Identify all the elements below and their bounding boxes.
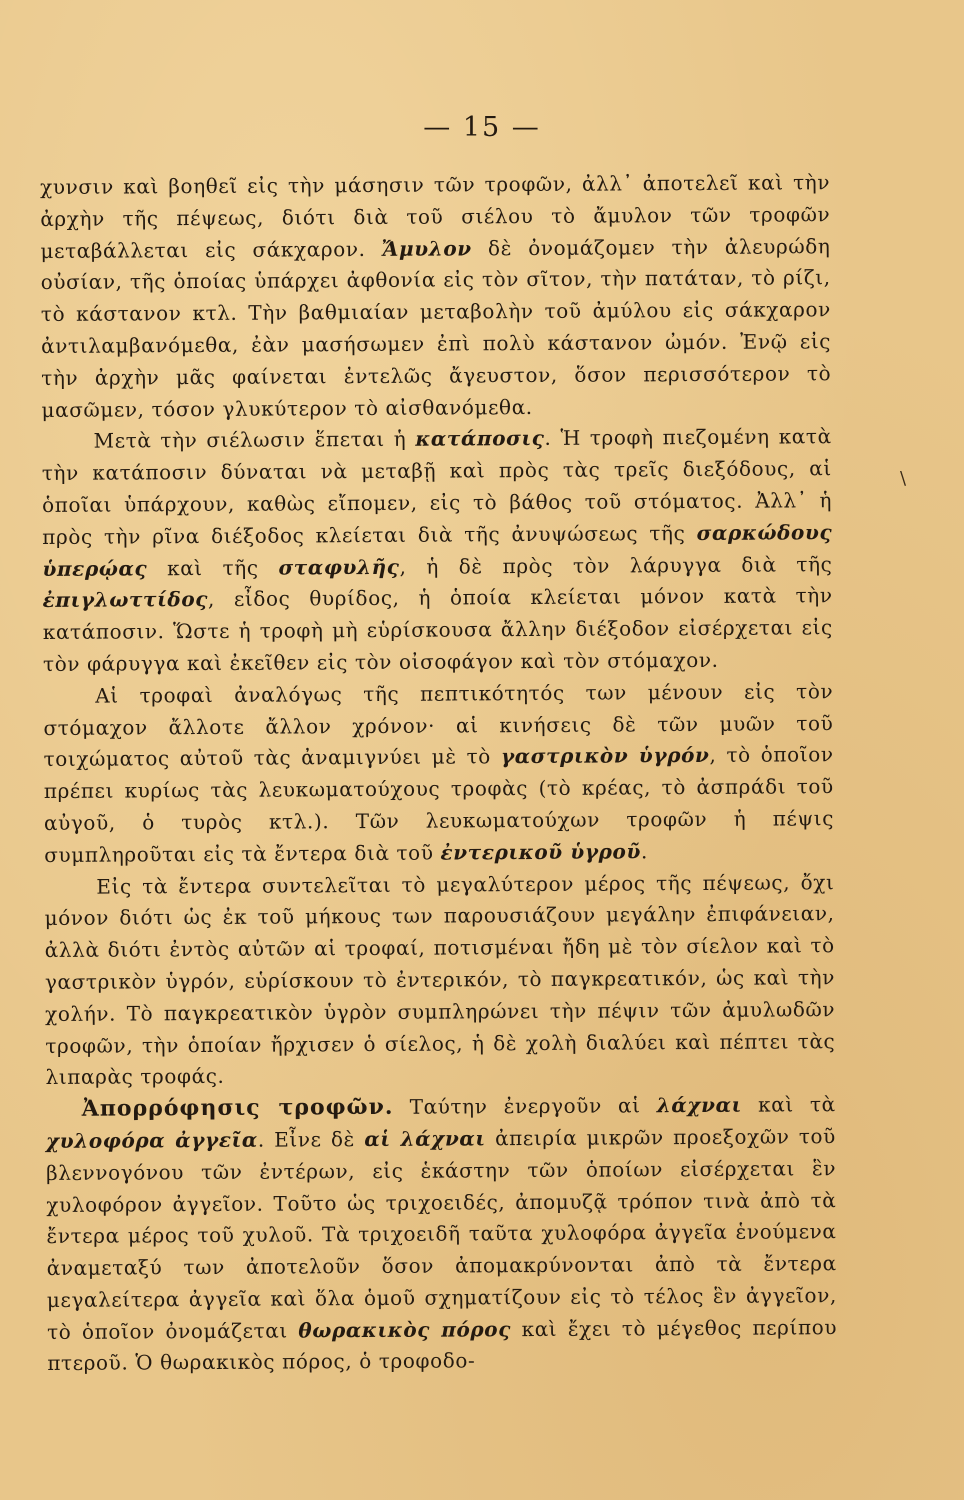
- paragraph-saliva-starch: [40, 167, 832, 426]
- term-soft-palate: σαρκώδους ὑπερῴας: [42, 519, 833, 581]
- term-intestinal-juice: ἐντερικοῦ ὑγροῦ: [440, 839, 641, 865]
- term-villi: λάχναι: [656, 1092, 742, 1118]
- paragraph-text: Μετὰ τὴν σιέλωσιν ἕπεται ἡ: [93, 427, 416, 454]
- term-amylon: Ἄμυλον: [381, 235, 472, 261]
- paragraph-text: δὲ ὀνομάζομεν τὴν ἀλευρώδη οὐσίαν, τῆς ὁποίας ὑπάρχει ἀφθονία εἰς τὸν σῖτον, τὴν πατάταν, τὸ ρίζι, τὸ κάστανον κτλ. Τὴν βαθμιαίαν μεταβολὴν τοῦ ἀμύλου εἰς σάκχαρον ἀντιλαμβανόμεθα, ἐὰν μασήσωμεν ἐπὶ πολὺ κάστανον ὠμόν. Ἐνῷ εἰς τὴν ἀρχὴν μᾶς φαίνεται ἐντελῶς ἄγευστον, ὅσον περισσότερον τὸ μασῶμεν, τόσον γλυκύτερον τὸ αἰσθανόμεθα.: [40, 233, 832, 422]
- term-thoracic-duct: θωρακικὸς πόρος: [298, 1316, 512, 1343]
- page-number: — 15 —: [423, 112, 541, 143]
- term-uvula: σταφυλῆς: [278, 554, 400, 580]
- paragraph-text: , τὸ ὁποῖον πρέπει κυρίως τὰς λευκωματούχους τροφὰς (τὸ κρέας, τὸ ἀσπράδι τοῦ αὐγοῦ, ὁ τυρὸς κτλ.). Τῶν λευκωματούχων τροφῶν ἡ πέψις συμπληροῦται εἰς τὰ ἔντερα διὰ τοῦ: [43, 742, 835, 867]
- paragraph-text: , ἡ δὲ πρὸς τὸν λάρυγγα διὰ τῆς: [399, 551, 833, 579]
- paragraph-text: . Εἶνε δὲ: [257, 1126, 365, 1152]
- paragraph-text: . Ἡ τροφὴ πιεζομένη κατὰ τὴν κατάποσιν δύναται νὰ μεταβῇ καὶ πρὸς τὰς τρεῖς διεξόδους, αἱ ὁποῖαι ὑπάρχουν, καθὼς εἴπομεν, εἰς τὸ βάθος τοῦ στόματος. Ἀλλ᾿ ἡ πρὸς τὴν ρῖνα διέξοδος κλείεται διὰ τῆς ἀνυψώσεως τῆς: [41, 424, 833, 549]
- term-epiglottis: ἐπιγλωττίδος: [42, 587, 209, 613]
- section-heading: Ἀπορρόφησις τροφῶν.: [81, 1093, 394, 1122]
- term-the-villi: αἱ λάχναι: [364, 1126, 486, 1151]
- paragraph-swallowing: [42, 422, 834, 681]
- paragraph-intestines: [44, 867, 835, 1094]
- paragraph-text: , εἶδος θυρίδος, ἡ ὁποία κλείεται μόνον κατὰ τὴν κατάποσιν. Ὥστε ἡ τροφὴ μὴ εὑρίσκουσα ἄλλην διέξοδον εἰσέρχεται εἰς τὸν φάρυγγα καὶ ἐκεῖθεν εἰς τὸν οἰσοφάγον καὶ τὸν στόμαχον.: [42, 583, 833, 676]
- paragraph-stomach: [43, 676, 834, 872]
- paragraph-text: χυνσιν καὶ βοηθεῖ εἰς τὴν μάσησιν τῶν τροφῶν, ἀλλ᾿ ἀποτελεῖ καὶ τὴν ἀρχὴν τῆς πέψεως, διότι διὰ τοῦ σιέλου τὸ ἄμυλον τῶν τροφῶν μεταβάλλεται εἰς σάκχαρον.: [40, 170, 831, 263]
- paragraph-text: .: [640, 839, 648, 864]
- margin-mark: \: [900, 468, 907, 489]
- paragraph-text: καὶ τῆς: [147, 555, 279, 580]
- paragraph-text: ἀπειρία μικρῶν προεξοχῶν τοῦ βλεννογόνου τῶν ἐντέρων, εἰς ἑκάστην τῶν ὁποίων εἰσέρχεται ἓν χυλοφόρον ἀγγεῖον. Τοῦτο ὡς τριχοειδές, ἀπομυζᾷ τρόπον τινὰ ἀπὸ τὰ ἔντερα μέρος τοῦ χυλοῦ. Τὰ τριχοειδῆ ταῦτα χυλοφόρα ἀγγεῖα ἑνούμενα ἀναμεταξύ των ἀποτελοῦν ὅσον ἀπομακρύνονται ἀπὸ τὰ ἔντερα μεγαλείτερα ἀγγεῖα καὶ ὅλα ὁμοῦ σχηματίζουν εἰς τὸ τέλος ἓν ἀγγεῖον, τὸ ὁποῖον ὀνομάζεται: [46, 1124, 837, 1344]
- paragraph-text: καὶ τὰ: [741, 1092, 836, 1117]
- paragraph-absorption: [46, 1089, 838, 1380]
- paragraph-text: Εἰς τὰ ἔντερα συντελεῖται τὸ μεγαλύτερον μέρος τῆς πέψεως, ὄχι μόνον διότι ὡς ἐκ τοῦ μήκους των παρουσιάζουν μεγάλην ἐπιφάνειαν, ἀλλὰ διότι ἐντὸς αὐτῶν αἱ τροφαί, ποτισμέναι ἤδη μὲ τὸν σίελον καὶ τὸ γαστρικὸν ὑγρόν, εὑρίσκουν τὸ ἐντερικόν, τὸ παγκρεατικόν, ὡς καὶ τὴν χολήν. Τὸ παγκρεατικὸν ὑγρὸν συμπληρώνει τὴν πέψιν τῶν ἀμυλωδῶν τροφῶν, τὴν ὁποίαν ἤρχισεν ὁ σίελος, ἡ δὲ χολὴ διαλύει καὶ πέπτει τὰς λιπαρὰς τροφάς.: [44, 869, 836, 1090]
- term-gastric-juice: γαστρικὸν ὑγρόν: [500, 743, 710, 769]
- term-lacteals: χυλοφόρα ἀγγεῖα: [45, 1127, 258, 1153]
- paragraph-text: Αἱ τροφαὶ ἀναλόγως τῆς πεπτικότητός των μένουν εἰς τὸν στόμαχον ἄλλοτε ἄλλον χρόνον· αἱ κινήσεις δὲ τῶν μυῶν τοῦ τοιχώματος αὐτοῦ τὰς ἀναμιγνύει μὲ τὸ: [43, 678, 834, 772]
- paragraph-text: καὶ ἔχει τὸ μέγεθος περίπου πτεροῦ. Ὁ θωρακικὸς πόρος, ὁ τροφοδο-: [47, 1314, 838, 1376]
- term-kataposis: κατάποσις: [415, 426, 545, 452]
- text-body: [40, 167, 837, 1380]
- paragraph-text: Ταύτην ἐνεργοῦν αἱ: [393, 1093, 657, 1119]
